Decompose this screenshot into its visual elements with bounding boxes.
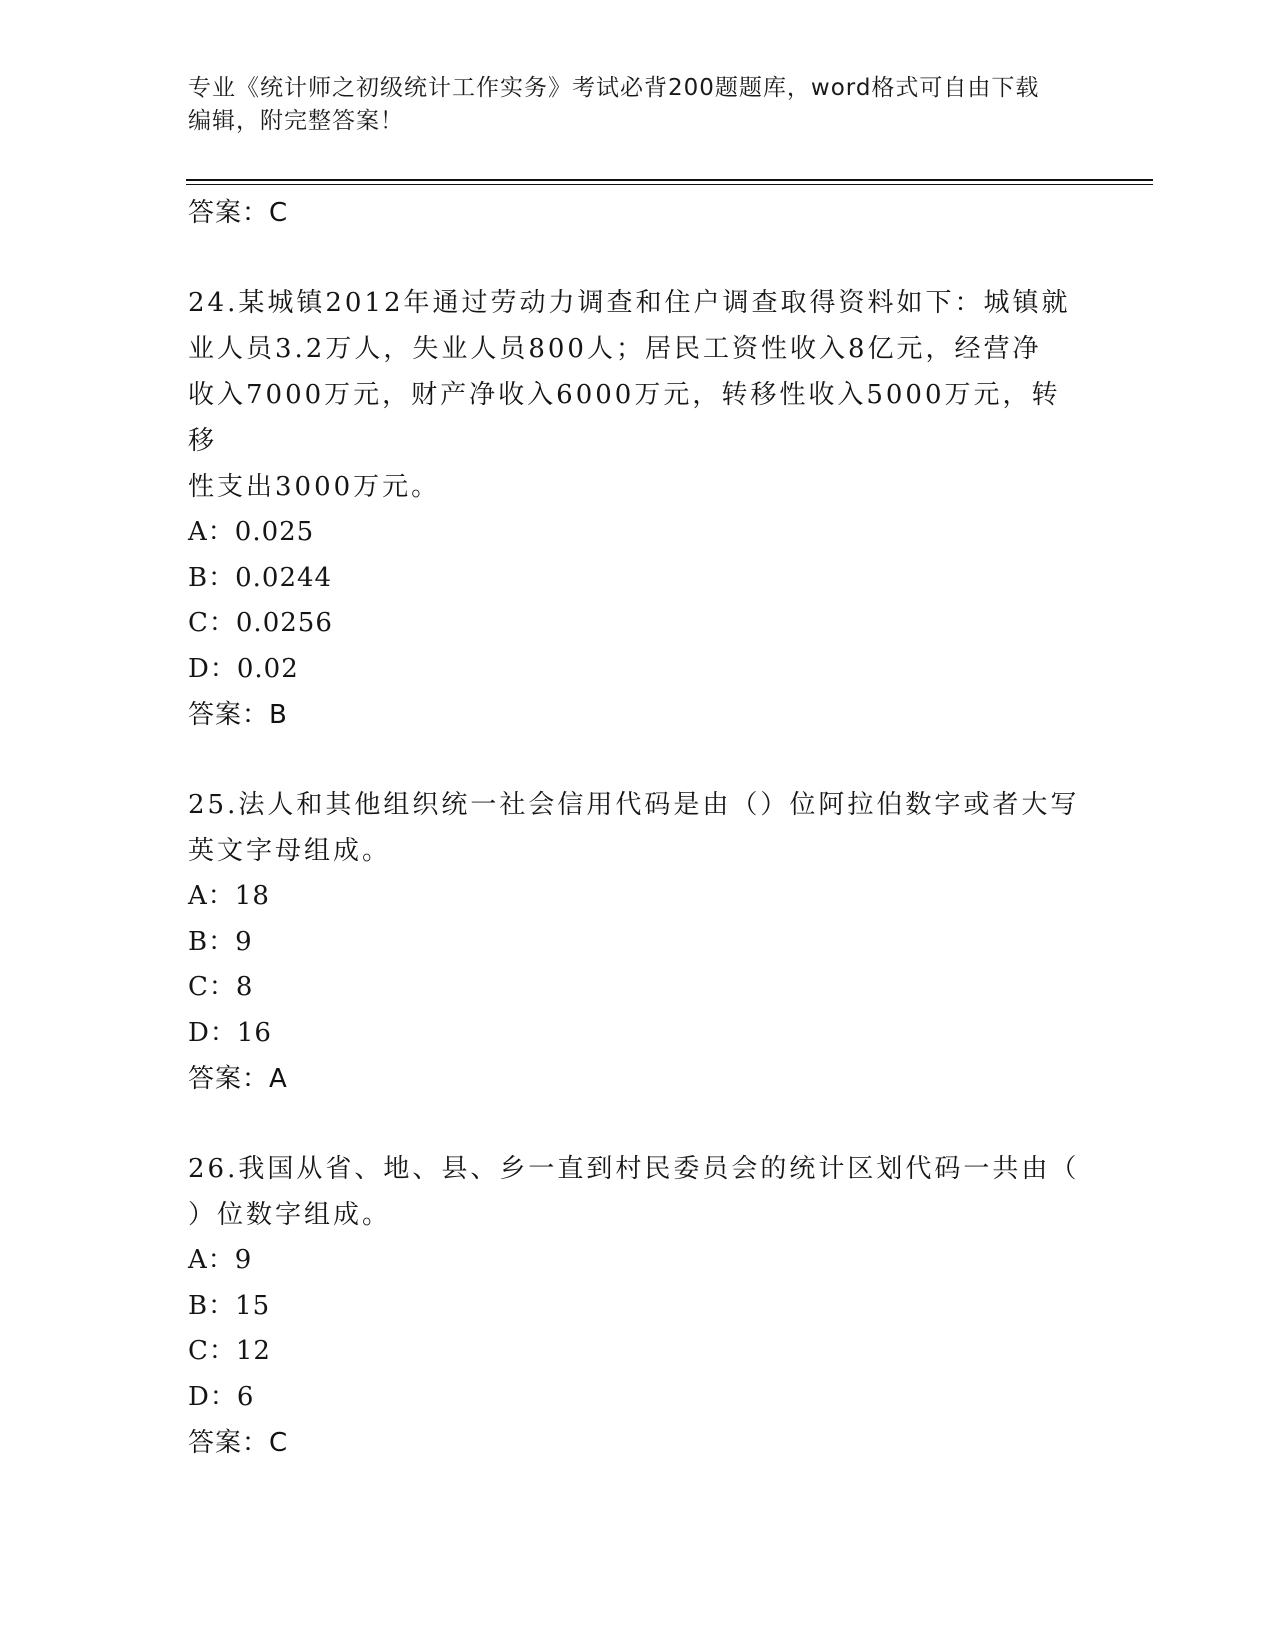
answer-line: 答案：C xyxy=(188,1428,289,1458)
page-content xyxy=(188,190,1088,1466)
option-b: B：0.0244 xyxy=(188,562,333,593)
option-a: A：9 xyxy=(188,1245,253,1275)
option-b: B：15 xyxy=(188,1290,271,1321)
option-d: D：0.02 xyxy=(188,653,299,684)
question-text xyxy=(188,782,1088,874)
question-block xyxy=(188,782,1088,1102)
header-line: 编辑，附完整答案！ xyxy=(188,108,404,134)
answer-line: 答案：C xyxy=(188,198,289,228)
question-line: 业人员3.2万人，失业人员800人；居民工资性收入8亿元，经营净 xyxy=(188,334,1042,364)
option-d: D：16 xyxy=(188,1017,272,1048)
option-a: A：18 xyxy=(188,881,270,911)
header-line: 专业《统计师之初级统计工作实务》考试必背200题题库，word格式可自由下载 xyxy=(188,75,1040,101)
question-line: 26.我国从省、地、县、乡一直到村民委员会的统计区划代码一共由（ xyxy=(188,1154,1080,1184)
question-text xyxy=(188,280,1088,510)
option-d: D：6 xyxy=(188,1381,255,1412)
option-b: B：9 xyxy=(188,926,253,957)
question-block xyxy=(188,1146,1088,1466)
answer-line: 答案：B xyxy=(188,700,288,730)
header-rule-thin xyxy=(186,184,1153,185)
question-line: ）位数字组成。 xyxy=(188,1200,392,1230)
question-line: 24.某城镇2012年通过劳动力调查和住户调查取得资料如下：城镇就 xyxy=(188,288,1071,318)
header-rule xyxy=(186,179,1153,181)
option-c: C：12 xyxy=(188,1336,271,1366)
option-c: C：0.0256 xyxy=(188,608,333,638)
question-text xyxy=(188,1146,1088,1238)
question-line: 25.法人和其他组织统一社会信用代码是由（）位阿拉伯数字或者大写 xyxy=(188,790,1080,820)
page-header xyxy=(188,72,1088,138)
option-c: C：8 xyxy=(188,972,254,1002)
question-line: 英文字母组成。 xyxy=(188,836,392,866)
option-a: A：0.025 xyxy=(188,517,315,547)
question-line: 收入7000万元，财产净收入6000万元，转移性收入5000万元，转移 xyxy=(188,380,1061,456)
question-block xyxy=(188,280,1088,738)
answer-line: 答案：A xyxy=(188,1064,288,1094)
question-line: 性支出3000万元。 xyxy=(188,472,441,502)
